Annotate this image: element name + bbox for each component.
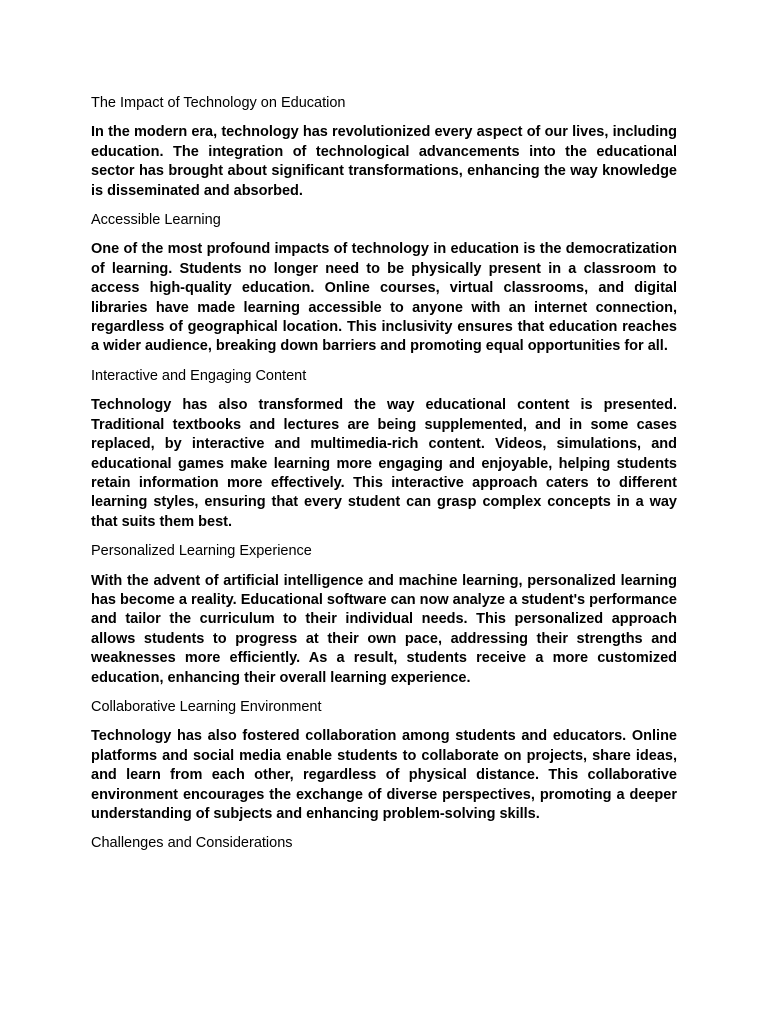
section-body-accessible-learning: One of the most profound impacts of technology in education is the democratization of learning. Students no longer need to be physically present in a classroom to access high-quality education. Online courses, virtual classrooms, and digital libraries have made learning accessible to anyone with an internet connection, regardless of geographical location. This inclusivity ensures that education reaches a wider audience, breaking down barriers and promoting equal opportunities for all.: [91, 241, 677, 355]
section-body-personalized-learning: With the advent of artificial intelligence and machine learning, personalized learning has become a reality. Educational software can now analyze a student's performance and tailor the curriculum to their individual needs. This personalized approach allows students to progress at their own pace, addressing their strengths and weaknesses more efficiently. As a result, students receive a more customized education, enhancing their overall learning experience.: [91, 572, 677, 686]
intro-paragraph: In the modern era, technology has revolutionized every aspect of our lives, including education. The integration of technological advancements into the educational sector has brought about significant transformations, enhancing the way knowledge is disseminated and absorbed.: [91, 124, 677, 199]
document-title: The Impact of Technology on Education: [91, 95, 346, 111]
section-heading-accessible-learning: Accessible Learning: [91, 212, 221, 229]
section-body-interactive-content: Technology has also transformed the way educational content is presented. Traditional textbooks and lectures are being supplemented, and in some cases replaced, by interactive and multimedia-rich content. Videos, simulations, and educational games make learning more engaging and enjoyable, helping students retain information more effectively. This interactive approach caters to different learning styles, ensuring that every student can grasp complex concepts in a way that suits them best.: [91, 397, 677, 530]
section-heading-challenges: Challenges and Considerations: [91, 835, 293, 852]
section-body-collaborative-learning: Technology has also fostered collaboration among students and educators. Online platforms and social media enable students to collaborate on projects, share ideas, and learn from each other, regardless of physical distance. This collaborative environment encourages the exchange of diverse perspectives, promoting a deeper understanding of subjects and enhancing problem-solving skills.: [91, 728, 677, 822]
section-heading-collaborative-learning: Collaborative Learning Environment: [91, 698, 322, 715]
document-page: [91, 94, 677, 864]
section-heading-personalized-learning: Personalized Learning Experience: [91, 543, 312, 560]
section-heading-interactive-content: Interactive and Engaging Content: [91, 367, 307, 384]
